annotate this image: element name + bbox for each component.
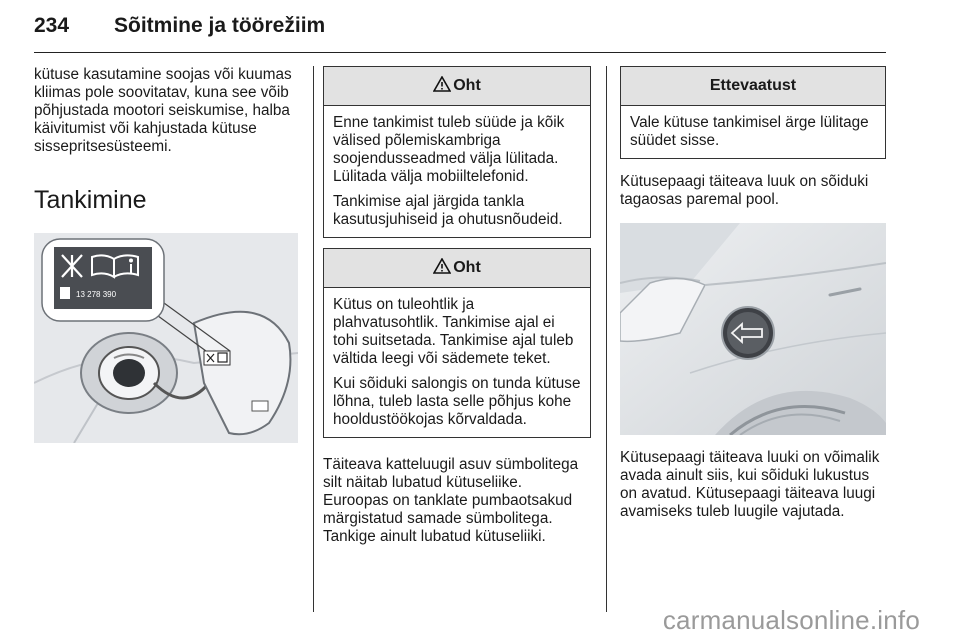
warning-2-para-2: Kui sõiduki salongis on tunda kütuse lõhna, tuleb lasta selle põhjus kohe hooldustöökojas kõrvaldada. — [333, 375, 581, 428]
fuel-door-location-text: Kütusepaagi täiteava luuk on sõiduki tagaosas paremal pool. — [620, 173, 869, 208]
fuel-label-text: Täiteava katteluugil asuv sümbolitega silt näitab lubatud kütuseliike. Euroopas on tanklate pumbaotsakud märgistatud samade sümbolitega. Tankige ainult lubatud kütuseliiki. — [323, 456, 579, 545]
label-part-number: 13 278 390 — [76, 290, 117, 299]
warning-1-para-2: Tankimise ajal järgida tankla kasutusjuhiseid ja ohutusnõudeid. — [333, 193, 563, 228]
warning-triangle-icon — [433, 258, 451, 274]
caution-header: Ettevaatust — [621, 67, 885, 106]
warning-1-para-1: Enne tankimist tuleb süüde ja kõik välised põlemiskambriga soojendusseadmed välja lülitada. Lülitada välja mobiiltelefonid. — [333, 114, 565, 185]
column-middle — [323, 66, 591, 546]
column-divider-2 — [606, 66, 607, 612]
warning-2-para-1: Kütus on tuleohtlik ja plahvatusohtlik. Tankimise ajal ei tohi suitsetada. Tankimise ajal tuleb vältida leegi või sädemete teket. — [333, 296, 574, 367]
page-header — [34, 14, 886, 53]
fuel-door-opening-text: Kütusepaagi täiteava luuki on võimalik avada ainult siis, kui sõiduki lukustus on avatud. Kütusepaagi täiteava luugi avamiseks tuleb luugile vajutada. — [620, 449, 880, 520]
warning-header-2 — [324, 249, 590, 288]
fuel-door-label-figure — [34, 233, 298, 443]
car-rear-illustration — [620, 223, 886, 435]
page-number: 234 — [34, 14, 70, 37]
warning-box-1 — [323, 66, 591, 238]
column-right — [620, 66, 886, 521]
intro-text: kütuse kasutamine soojas või kuumas kliimas pole soovitatav, kuna see võib põhjustada mootori seiskumise, halba käivitumist või kahjustada kütuse sissepritsesüsteemi. — [34, 66, 292, 155]
section-title: Sõitmine ja töörežiim — [114, 14, 326, 37]
warning-title-1: Oht — [453, 77, 481, 94]
caution-text: Vale kütuse tankimisel ärge lülitage süüdet sisse. — [630, 114, 869, 149]
warning-box-2 — [323, 248, 591, 438]
heading-tankimine: Tankimine — [34, 186, 147, 214]
gm-logo — [60, 287, 70, 299]
warning-header-1 — [324, 67, 590, 106]
warning-title-2: Oht — [453, 259, 481, 276]
column-left — [34, 66, 299, 443]
column-divider-1 — [313, 66, 314, 612]
fuel-door-car-figure — [620, 223, 886, 435]
fuel-filler-illustration — [34, 233, 298, 443]
caution-box — [620, 66, 886, 159]
watermark: carmanualsonline.info — [662, 605, 920, 635]
warning-triangle-icon — [433, 76, 451, 92]
